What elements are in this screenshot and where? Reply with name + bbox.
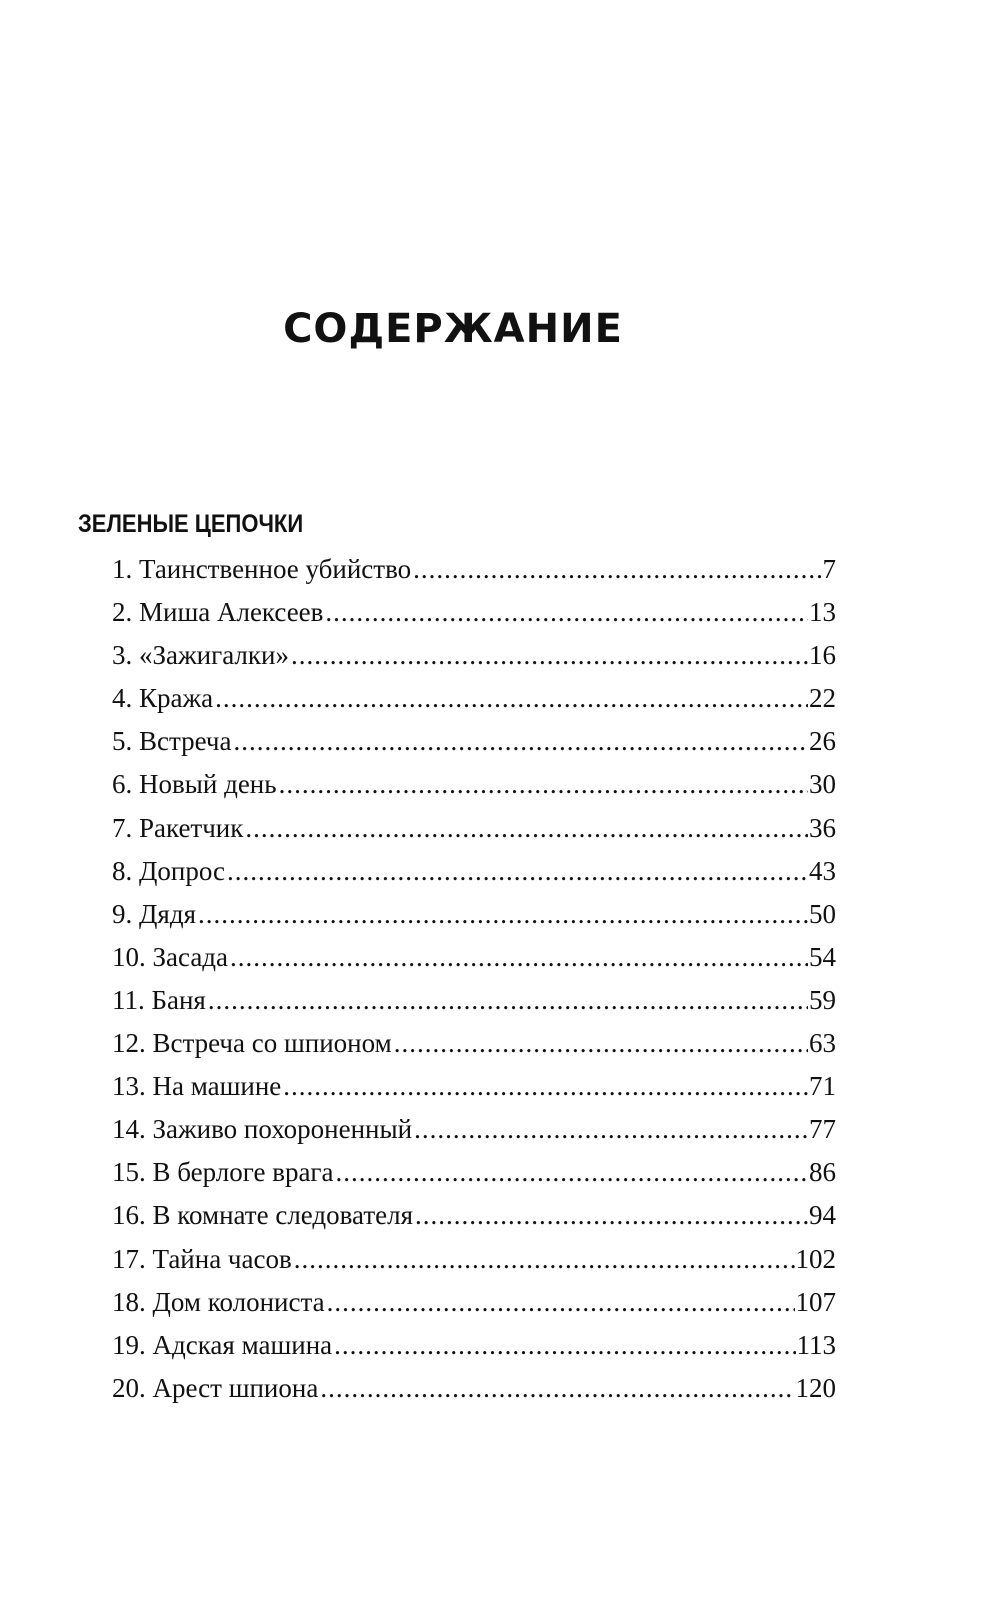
toc-entry[interactable]	[112, 807, 836, 850]
toc-entry-title: 2. Миша Алексеев	[112, 597, 324, 628]
toc-entry[interactable]	[112, 1194, 836, 1237]
dot-leader	[208, 979, 808, 1022]
toc-entry[interactable]	[112, 1238, 836, 1281]
toc-entry-title: 14. Заживо похороненный	[112, 1114, 413, 1145]
toc-entry-title: 19. Адская машина	[112, 1329, 333, 1360]
dot-leader	[198, 893, 808, 936]
dot-leader	[283, 1065, 808, 1108]
toc-entry-title: 16. В комнате следователя	[112, 1200, 414, 1231]
toc-entry[interactable]	[112, 720, 836, 763]
toc-entry-title: 12. Встреча со шпионом	[112, 1028, 392, 1059]
dot-leader	[215, 677, 808, 720]
toc-entry-page: 16	[809, 640, 836, 671]
table-of-contents	[112, 548, 836, 1410]
toc-entry-page: 94	[809, 1200, 836, 1231]
dot-leader	[335, 1151, 808, 1194]
toc-entry-title: 1. Таинственное убийство	[112, 554, 412, 584]
toc-entry[interactable]	[112, 1022, 836, 1065]
toc-entry-page: 63	[809, 1028, 836, 1059]
dot-leader	[230, 936, 808, 979]
toc-entry-page: 113	[796, 1329, 836, 1360]
toc-entry[interactable]	[112, 979, 836, 1022]
toc-entry-page: 54	[809, 941, 836, 972]
toc-entry[interactable]	[112, 936, 836, 979]
dot-leader	[414, 1108, 808, 1151]
toc-entry[interactable]	[112, 1151, 836, 1194]
dot-leader	[334, 1324, 795, 1367]
toc-entry-title: 11. Баня	[112, 984, 206, 1015]
dot-leader	[415, 1194, 808, 1237]
toc-entry[interactable]	[112, 591, 836, 634]
dot-leader	[227, 850, 808, 893]
toc-entry-page: 26	[809, 726, 836, 757]
toc-entry-title: 10. Засада	[112, 941, 229, 972]
toc-entry[interactable]	[112, 763, 836, 806]
page-title: СОДЕРЖАНИЕ	[283, 306, 623, 352]
toc-entry[interactable]	[112, 1108, 836, 1151]
toc-entry-page: 13	[809, 597, 836, 628]
toc-entry[interactable]	[112, 893, 836, 936]
toc-entry-title: 9. Дядя	[112, 898, 196, 929]
dot-leader	[291, 634, 808, 677]
toc-entry-page: 50	[809, 898, 836, 929]
dot-leader	[325, 591, 808, 634]
toc-entry-title: 20. Арест шпиона	[112, 1372, 319, 1403]
toc-entry-title: 7. Ракетчик	[112, 812, 244, 843]
dot-leader	[413, 548, 821, 591]
section-title: ЗЕЛЕНЫЕ ЦЕПОЧКИ	[78, 510, 304, 538]
dot-leader	[320, 1367, 794, 1410]
toc-entry-title: 18. Дом колониста	[112, 1286, 325, 1317]
toc-entry[interactable]	[112, 1324, 836, 1367]
toc-entry-page: 120	[795, 1372, 836, 1403]
toc-entry-page: 30	[809, 769, 836, 800]
toc-entry-title: 5. Встреча	[112, 726, 232, 757]
dot-leader	[279, 763, 808, 806]
toc-entry-title: 6. Новый день	[112, 769, 277, 800]
toc-entry[interactable]	[112, 1065, 836, 1108]
toc-entry[interactable]	[112, 850, 836, 893]
toc-entry-page: 59	[809, 984, 836, 1015]
toc-entry[interactable]	[112, 1367, 836, 1410]
toc-entry-page: 102	[795, 1243, 836, 1274]
toc-entry-page: 77	[809, 1114, 836, 1145]
toc-entry[interactable]	[112, 677, 836, 720]
dot-leader	[234, 720, 809, 763]
toc-entry-page: 107	[795, 1286, 836, 1317]
toc-entry-page: 71	[809, 1071, 836, 1102]
toc-entry-page: 22	[809, 683, 836, 714]
toc-entry[interactable]	[112, 634, 836, 677]
toc-entry-title: 17. Тайна часов	[112, 1243, 292, 1274]
toc-entry[interactable]	[112, 548, 836, 591]
dot-leader	[327, 1281, 795, 1324]
toc-entry-title: 15. В берлоге врага	[112, 1157, 334, 1188]
toc-entry-page: 43	[809, 855, 836, 886]
dot-leader	[294, 1238, 795, 1281]
toc-entry-title: 8. Допрос	[112, 855, 226, 886]
toc-entry-page: 36	[809, 812, 836, 843]
dot-leader	[394, 1022, 808, 1065]
toc-entry-title: 4. Кража	[112, 683, 214, 714]
toc-entry-page: 7	[822, 554, 836, 584]
toc-entry-title: 13. На машине	[112, 1071, 282, 1102]
toc-entry-page: 86	[809, 1157, 836, 1188]
toc-entry[interactable]	[112, 1281, 836, 1324]
dot-leader	[245, 807, 808, 850]
toc-entry-title: 3. «Зажигалки»	[112, 640, 289, 671]
